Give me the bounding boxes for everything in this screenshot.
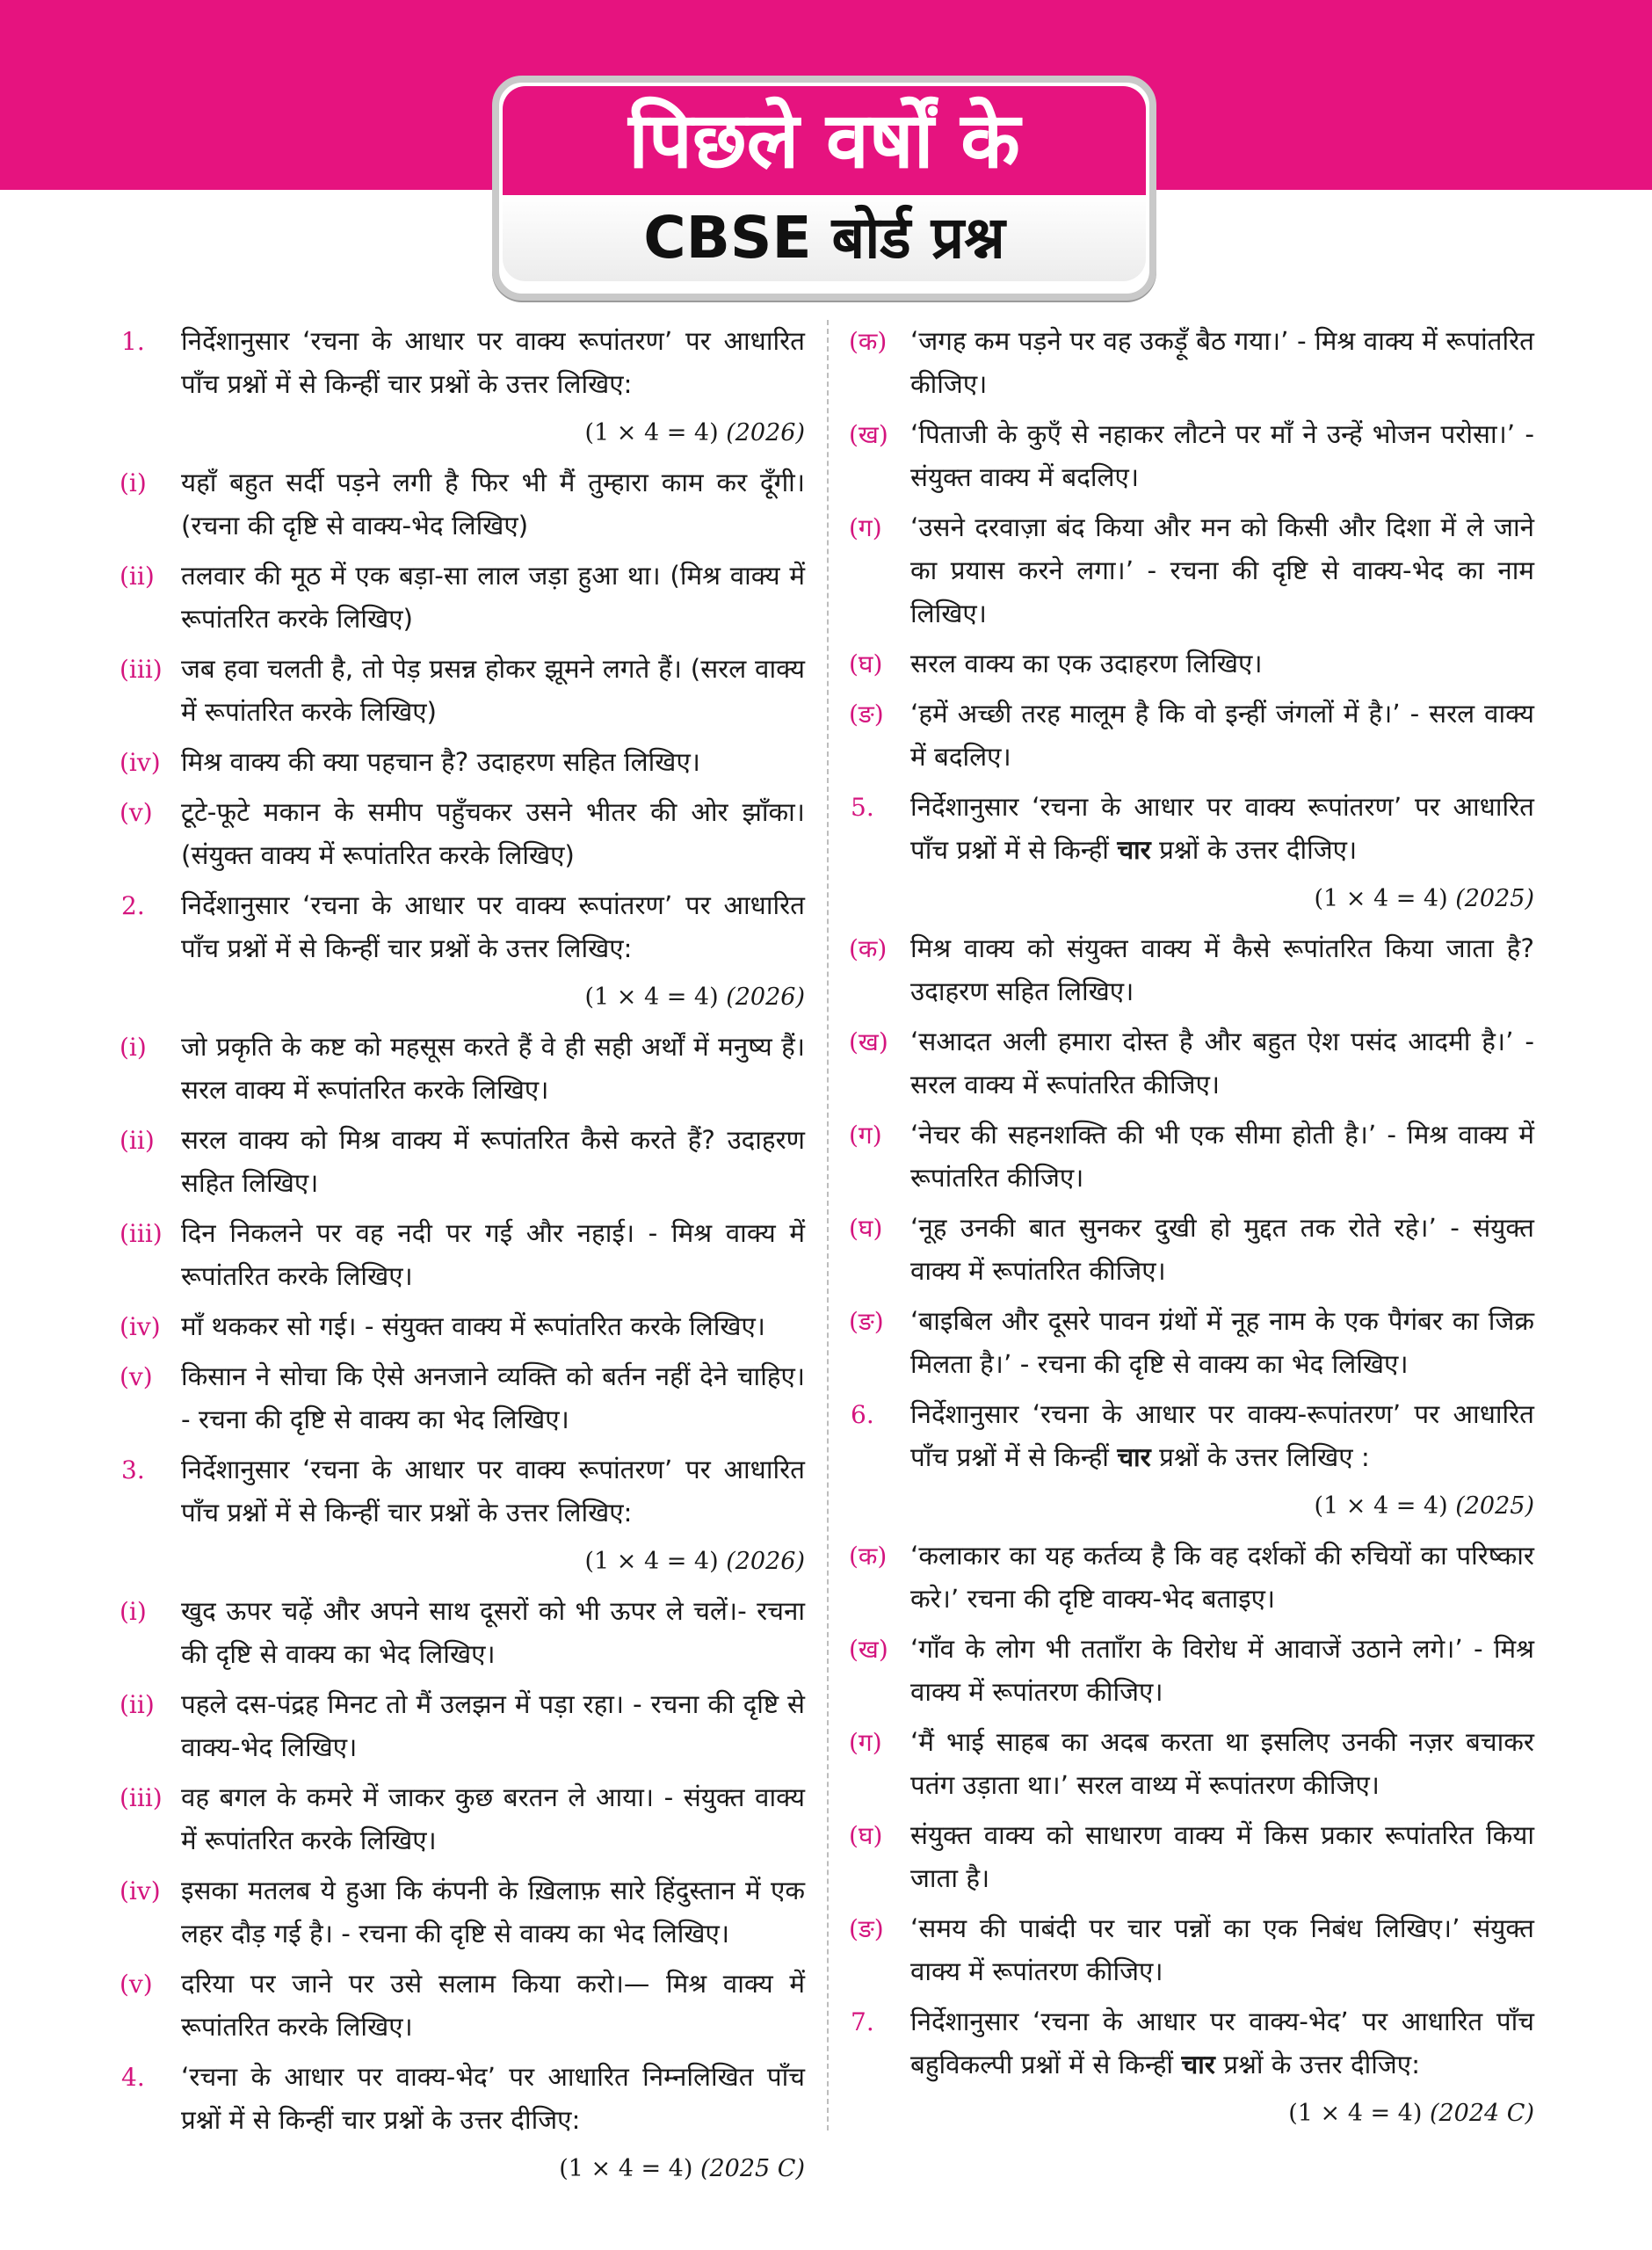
question-number: (iv) (120, 748, 161, 777)
question-text: माँ थककर सो गई। - संयुक्त वाक्य में रूपांतरित करके लिखिए। (181, 1311, 765, 1341)
sub-question (849, 1020, 1534, 1107)
marks-line (910, 877, 1534, 920)
sub-question (849, 1207, 1534, 1293)
question-number: (घ) (849, 650, 883, 679)
left-column (120, 320, 805, 2197)
question-text: किसान ने सोचा कि ऐसे अनजाने व्यक्ति को बर्तन नहीं देने चाहिए। - रचना की दृष्टि से वाक्य का भेद लिखिए। (181, 1361, 805, 1434)
question (120, 320, 805, 454)
question (120, 884, 805, 1019)
marks-line (910, 2092, 1534, 2135)
question-text: संयुक्त वाक्य को साधारण वाक्य में किस प्रकार रूपांतरित किया जाता है। (910, 1820, 1534, 1893)
question-text (910, 1393, 1534, 1479)
sub-question (849, 506, 1534, 635)
column-divider (827, 320, 829, 2130)
sub-question (120, 791, 805, 877)
question-text: ‘गाँव के लोग भी ततााँरा के विरोध में आवाजें उठाने लगे।’ - मिश्र वाक्य में रूपांतरण कीजिए। (910, 1634, 1534, 1707)
sub-question (849, 1114, 1534, 1200)
question-number: (ग) (849, 513, 882, 542)
question-text: दरिया पर जाने पर उसे सलाम किया करो।— मिश्र वाक्य में रूपांतरित करके लिखिए। (181, 1969, 805, 2042)
question-number: (v) (120, 1970, 153, 1999)
page-title: पिछले वर्षों के (503, 86, 1146, 195)
sub-question (849, 642, 1534, 686)
emphasis-word: चार (1117, 835, 1151, 865)
question-number: (i) (120, 1597, 147, 1626)
question-number: (ग) (849, 1728, 882, 1757)
question-number: 7. (851, 2007, 874, 2036)
question (120, 1448, 805, 1583)
marks-value: (1 × 4 = 4) (1314, 885, 1448, 912)
question-number: 1. (121, 327, 145, 356)
sub-question (120, 1355, 805, 1441)
question (849, 786, 1534, 920)
marks-value: (1 × 4 = 4) (1288, 2100, 1423, 2127)
question-number: (iv) (120, 1876, 161, 1905)
marks-value: (1 × 4 = 4) (1314, 1492, 1448, 1520)
question-number: (v) (120, 1362, 153, 1391)
question-text: वह बगल के कमरे में जाकर कुछ बरतन ले आया। - संयुक्त वाक्य में रूपांतरित करके लिखिए। (181, 1782, 805, 1855)
question-number: (घ) (849, 1821, 883, 1850)
page-subtitle: CBSE बोर्ड प्रश्न (503, 195, 1146, 281)
sub-question (849, 1814, 1534, 1900)
sub-question (120, 1776, 805, 1862)
question-number: (ङ) (849, 1914, 884, 1943)
emphasis-word: चार (1181, 2050, 1215, 2079)
question-text: ‘समय की पाबंदी पर चार पन्नों का एक निबंध लिखिए।’ संयुक्त वाक्य में रूपांतरण कीजिए। (910, 1913, 1534, 1986)
sub-question (120, 1026, 805, 1112)
question-number: (ङ) (849, 700, 884, 729)
exam-year: (2026) (726, 983, 805, 1011)
question (849, 1393, 1534, 1528)
question (849, 2000, 1534, 2135)
exam-year: (2026) (726, 1548, 805, 1575)
question-text: सरल वाक्य को मिश्र वाक्य में रूपांतरित कैसे करते हैं? उदाहरण सहित लिखिए। (181, 1125, 805, 1198)
sub-question (120, 741, 805, 784)
question-number: (iv) (120, 1312, 161, 1341)
question-text: जो प्रकृति के कष्ट को महसूस करते हैं वे ही सही अर्थों में मनुष्य हैं। सरल वाक्य में रूपांतरित करके लिखिए। (181, 1032, 805, 1105)
exam-year: (2024 C) (1429, 2100, 1534, 2127)
question-number: (ख) (849, 1635, 888, 1664)
marks-line (181, 2147, 805, 2190)
question-text: तलवार की मूठ में एक बड़ा-सा लाल जड़ा हुआ था। (मिश्र वाक्य में रूपांतरित करके लिखिए) (181, 561, 805, 634)
question-text: ‘नेचर की सहनशक्ति की भी एक सीमा होती है।’ - मिश्र वाक्य में रूपांतरित कीजिए। (910, 1120, 1534, 1193)
question-text: ‘सआदत अली हमारा दोस्त है और बहुत ऐश पसंद आदमी है।’ - सरल वाक्य में रूपांतरित कीजिए। (910, 1027, 1534, 1100)
question-number: (ख) (849, 420, 888, 449)
sub-question (120, 1212, 805, 1298)
question-text: दिन निकलने पर वह नदी पर गई और नहाई। - मिश्र वाक्य में रूपांतरित करके लिखिए। (181, 1218, 805, 1291)
sub-question (120, 555, 805, 641)
sub-question (120, 1590, 805, 1676)
question-number: (ii) (120, 562, 155, 591)
question-text: ‘मैं भाई साहब का अदब करता था इसलिए उनकी नज़र बचाकर पतंग उड़ाता था।’ सरल वाथ्य में रूपांतरण कीजिए। (910, 1727, 1534, 1800)
question-text: ‘जगह कम पड़ने पर वह उकड़ूँ बैठ गया।’ - मिश्र वाक्य में रूपांतरित कीजिए। (910, 326, 1534, 399)
question-text-part: निर्देशानुसार ‘रचना के आधार पर वाक्य-भेद’ पर आधारित पाँच बहुविकल्पी प्रश्नों में से किन्हीं (910, 2007, 1534, 2079)
question-number: (i) (120, 1033, 147, 1062)
question-text: पहले दस-पंद्रह मिनट तो मैं उलझन में पड़ा रहा। - रचना की दृष्टि से वाक्य-भेद लिखिए। (181, 1689, 805, 1762)
question-text: ‘पिताजी के कुएँ से नहाकर लौटने पर माँ ने उन्हें भोजन परोसा।’ - संयुक्त वाक्य में बदलिए। (910, 419, 1534, 492)
sub-question (849, 1300, 1534, 1386)
sub-question (120, 1683, 805, 1769)
question-text-part: प्रश्नों के उत्तर लिखिए : (1150, 1442, 1370, 1472)
marks-line (181, 1540, 805, 1583)
exam-year: (2026) (726, 419, 805, 446)
question-text (910, 786, 1534, 872)
question-text: जब हवा चलती है, तो पेड़ प्रसन्न होकर झूमने लगते हैं। (सरल वाक्य में रूपांतरित करके लिखिए) (181, 654, 805, 727)
sub-question (849, 413, 1534, 499)
question-number: (क) (849, 1542, 888, 1571)
question-number: (iii) (120, 655, 163, 684)
question-text: ‘उसने दरवाज़ा बंद किया और मन को किसी और दिशा में ले जाने का प्रयास करने लगा।’ - रचना की दृष्टि से वाक्य-भेद का नाम लिखिए। (910, 512, 1534, 628)
sub-question (120, 648, 805, 734)
question-number: (ङ) (849, 1307, 884, 1336)
question-number: 3. (121, 1455, 145, 1484)
sub-question (120, 1869, 805, 1956)
sub-question (120, 1305, 805, 1348)
question-text-part: प्रश्नों के उत्तर दीजिए। (1150, 835, 1358, 865)
question-number: (iii) (120, 1783, 163, 1812)
question-number: 2. (121, 891, 145, 920)
question-text: मिश्र वाक्य को संयुक्त वाक्य में कैसे रूपांतरित किया जाता है? उदाहरण सहित लिखिए। (910, 933, 1534, 1006)
question-number: 4. (121, 2063, 145, 2092)
question-text: खुद ऊपर चढ़ें और अपने साथ दूसरों को भी ऊपर ले चलें।- रचना की दृष्टि से वाक्य का भेद लिखिए। (181, 1596, 805, 1669)
marks-line (910, 1484, 1534, 1528)
sub-question (849, 693, 1534, 779)
question-number: (ii) (120, 1126, 155, 1155)
question-number: (ii) (120, 1690, 155, 1719)
sub-question (120, 1963, 805, 2049)
question-text: निर्देशानुसार ‘रचना के आधार पर वाक्य रूपांतरण’ पर आधारित पाँच प्रश्नों में से किन्हीं चार प्रश्नों के उत्तर लिखिए: (181, 326, 805, 399)
question-text: इसका मतलब ये हुआ कि कंपनी के ख़िलाफ़ सारे हिंदुस्तान में एक लहर दौड़ गई है। - रचना की दृष्टि से वाक्य का भेद लिखिए। (181, 1876, 805, 1949)
question-text-part: निर्देशानुसार ‘रचना के आधार पर वाक्य रूपांतरण’ पर आधारित पाँच प्रश्नों में से किन्हीं (910, 792, 1534, 865)
question-number: (v) (120, 798, 153, 827)
question-text-part: प्रश्नों के उत्तर दीजिए: (1214, 2050, 1421, 2079)
question-text: सरल वाक्य का एक उदाहरण लिखिए। (910, 649, 1263, 679)
question-number: (ग) (849, 1121, 882, 1150)
question-text: निर्देशानुसार ‘रचना के आधार पर वाक्य रूपांतरण’ पर आधारित पाँच प्रश्नों में से किन्हीं चार प्रश्नों के उत्तर लिखिए: (181, 890, 805, 963)
question-number: (क) (849, 934, 888, 963)
question-text (910, 2000, 1534, 2087)
right-column (849, 320, 1534, 2142)
sub-question (849, 1535, 1534, 1621)
question-text-part: निर्देशानुसार ‘रचना के आधार पर वाक्य-रूपांतरण’ पर आधारित पाँच प्रश्नों में से किन्हीं (910, 1399, 1534, 1472)
question-text: ‘नूह उनकी बात सुनकर दुखी हो मुद्दत तक रोते रहे।’ - संयुक्त वाक्य में रूपांतरित कीजिए। (910, 1213, 1534, 1286)
question-text: ‘रचना के आधार पर वाक्य-भेद’ पर आधारित निम्नलिखित पाँच प्रश्नों में से किन्हीं चार प्रश्नों के उत्तर दीजिए: (181, 2062, 805, 2135)
sub-question (849, 1628, 1534, 1714)
question-number: (i) (120, 468, 147, 497)
question-number: (क) (849, 327, 888, 356)
question-number: 5. (851, 793, 874, 822)
question-number: (iii) (120, 1219, 163, 1248)
marks-line (181, 976, 805, 1019)
sub-question (849, 320, 1534, 406)
marks-value: (1 × 4 = 4) (559, 2155, 693, 2182)
question-text: टूटे-फूटे मकान के समीप पहुँचकर उसने भीतर की ओर झाँका। (संयुक्त वाक्य में रूपांतरित करके लिखिए) (181, 797, 805, 870)
question-text: यहाँ बहुत सर्दी पड़ने लगी है फिर भी मैं तुम्हारा काम कर दूँगी। (रचना की दृष्टि से वाक्य-भेद लिखिए) (181, 468, 805, 541)
exam-year: (2025) (1455, 1492, 1534, 1520)
question-text: ‘कलाकार का यह कर्तव्य है कि वह दर्शकों की रुचियों का परिष्कार करे।’ रचना की दृष्टि वाक्य-भेद बताइए। (910, 1541, 1534, 1614)
exam-year: (2025 C) (699, 2155, 805, 2182)
question-text: ‘हमें अच्छी तरह मालूम है कि वो इन्हीं जंगलों में है।’ - सरल वाक्य में बदलिए। (910, 699, 1534, 772)
question-text: मिश्र वाक्य की क्या पहचान है? उदाहरण सहित लिखिए। (181, 747, 700, 777)
question-number: (ख) (849, 1027, 888, 1056)
question-number: (घ) (849, 1214, 883, 1243)
sub-question (849, 1721, 1534, 1807)
emphasis-word: चार (1117, 1442, 1151, 1472)
question-text: ‘बाइबिल और दूसरे पावन ग्रंथों में नूह नाम के एक पैगंबर का जिक्र मिलता है।’ - रचना की दृष्टि से वाक्य का भेद लिखिए। (910, 1306, 1534, 1379)
question-number: 6. (851, 1400, 874, 1429)
marks-value: (1 × 4 = 4) (584, 419, 719, 446)
marks-value: (1 × 4 = 4) (584, 983, 719, 1011)
marks-value: (1 × 4 = 4) (584, 1548, 719, 1575)
question (120, 2056, 805, 2190)
sub-question (120, 1119, 805, 1205)
sub-question (120, 461, 805, 548)
exam-year: (2025) (1455, 885, 1534, 912)
question-text: निर्देशानुसार ‘रचना के आधार पर वाक्य रूपांतरण’ पर आधारित पाँच प्रश्नों में से किन्हीं चार प्रश्नों के उत्तर लिखिए: (181, 1455, 805, 1528)
sub-question (849, 1907, 1534, 1993)
marks-line (181, 411, 805, 454)
sub-question (849, 927, 1534, 1013)
